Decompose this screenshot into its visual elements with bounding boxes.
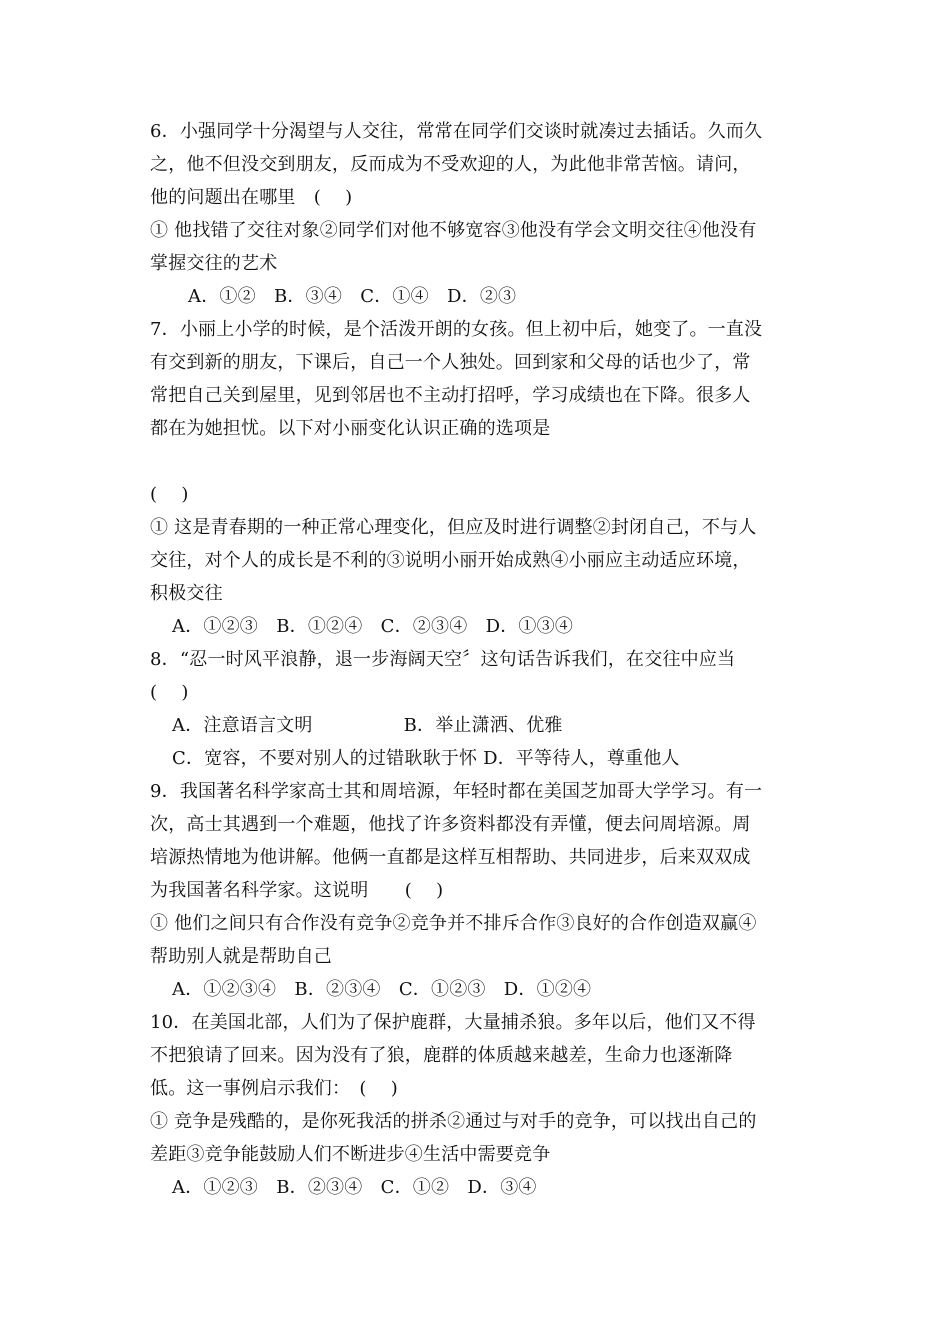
question-7-line-3: 常把自己关到屋里，见到邻居也不主动打招呼，学习成绩也在下降。很多人 — [150, 385, 751, 406]
question-8-line-1: 8．“忍一时风平浪静，退一步海阔天空〞这句话告诉我们，在交往中应当 — [150, 649, 736, 670]
question-8-options-cd: C．宽容，不要对别人的过错耿耿于怀 D．平等待人，尊重他人 — [172, 748, 680, 769]
question-9-statements-line-2: 帮助别人就是帮助自己 — [150, 946, 332, 967]
question-6-statements-line-2: 掌握交往的艺术 — [150, 253, 278, 274]
question-10-line-3: 低。这一事例启示我们： ( ) — [150, 1078, 398, 1099]
question-7-options: A．①②③ B．①②④ C．②③④ D．①③④ — [172, 616, 574, 637]
question-10-options: A．①②③ B．②③④ C．①② D．③④ — [172, 1177, 537, 1198]
question-8-options-ab: A．注意语言文明 B．举止潇洒、优雅 — [172, 715, 563, 736]
question-6-options: A．①② B．③④ C．①④ D．②③ — [188, 286, 517, 307]
question-7-statements-line-2: 交往，对个人的成长是不利的③说明小丽开始成熟④小丽应主动适应环境， — [150, 550, 751, 571]
question-6-statements-line-1: ① 他找错了交往对象②同学们对他不够宽容③他没有学会文明交往④他没有 — [150, 220, 757, 241]
question-7-statements-line-3: 积极交往 — [150, 583, 223, 604]
question-9-line-4: 为我国著名科学家。这说明 ( ) — [150, 880, 444, 901]
question-6-line-3: 他的问题出在哪里 ( ) — [150, 187, 353, 208]
question-7-statements-line-1: ① 这是青春期的一种正常心理变化，但应及时进行调整②封闭自己，不与人 — [150, 517, 757, 538]
question-7-line-4: 都在为她担忧。以下对小丽变化认识正确的选项是 — [150, 418, 551, 439]
question-9-line-3: 培源热情地为他讲解。他俩一直都是这样互相帮助、共同进步，后来双双成 — [150, 847, 751, 868]
question-9-line-2: 次，高士其遇到一个难题，他找了许多资料都没有弄懂，便去问周培源。周 — [150, 814, 751, 835]
question-9-line-1: 9．我国著名科学家高士其和周培源，年轻时都在美国芝加哥大学学习。有一 — [150, 781, 763, 802]
question-7-line-2: 有交到新的朋友，下课后，自己一个人独处。回到家和父母的话也少了，常 — [150, 352, 751, 373]
question-9-options: A．①②③④ B．②③④ C．①②③ D．①②④ — [172, 979, 592, 1000]
question-10-statements-line-1: ① 竞争是残酷的，是你死我活的拼杀②通过与对手的竞争，可以找出自己的 — [150, 1111, 757, 1132]
question-10-statements-line-2: 差距③竞争能鼓励人们不断进步④生活中需要竞争 — [150, 1144, 551, 1165]
question-8-answer-blank: ( ) — [150, 682, 189, 703]
question-6-line-2: 之，他不但没交到朋友，反而成为不受欢迎的人，为此他非常苦恼。请问， — [150, 154, 751, 175]
question-6-line-1: 6．小强同学十分渴望与人交往，常常在同学们交谈时就凑过去插话。久而久 — [150, 121, 763, 142]
question-7-line-1: 7．小丽上小学的时候，是个活泼开朗的女孩。但上初中后，她变了。一直没 — [150, 319, 763, 340]
question-10-line-1: 10．在美国北部，人们为了保护鹿群，大量捕杀狼。多年以后，他们又不得 — [150, 1012, 756, 1033]
question-7-answer-blank: ( ) — [150, 484, 189, 505]
question-10-line-2: 不把狼请了回来。因为没有了狼，鹿群的体质越来越差，生命力也逐渐降 — [150, 1045, 733, 1066]
question-9-statements-line-1: ① 他们之间只有合作没有竞争②竞争并不排斥合作③良好的合作创造双赢④ — [150, 913, 757, 934]
